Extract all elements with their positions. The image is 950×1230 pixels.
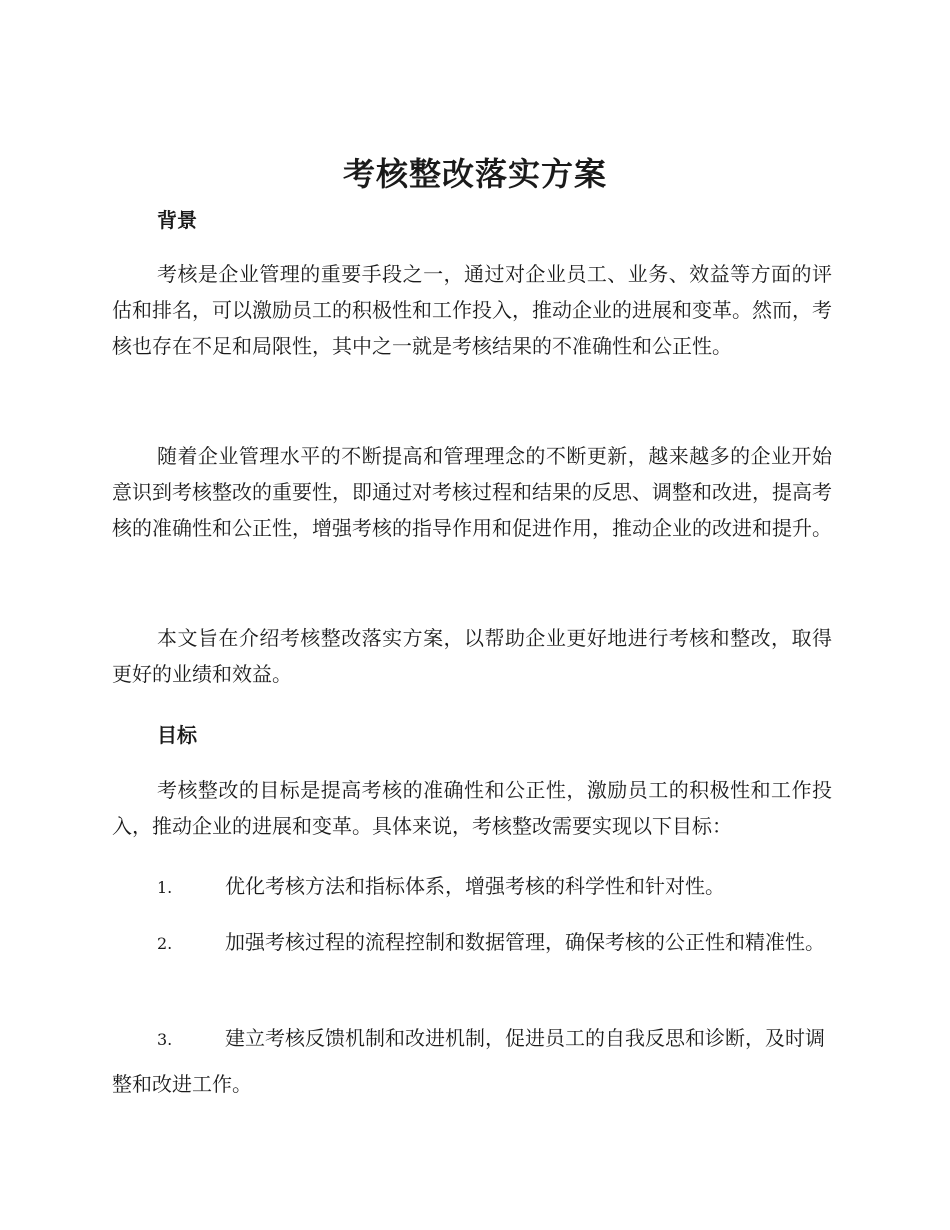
background-paragraph-1: 考核是企业管理的重要手段之一，通过对企业员工、业务、效益等方面的评估和排名，可以激励员工的积极性和工作投入，推动企业的进展和变革。然而，考核也存在不足和局限性，其中之一就是考核结果的不准确性和公正性。 xyxy=(112,262,832,358)
document-title: 考核整改落实方案 xyxy=(342,155,607,193)
list-number: 3. xyxy=(157,1030,173,1049)
goal-list-item-3 xyxy=(112,1016,832,1106)
list-item-text: 加强考核过程的流程控制和数据管理，确保考核的公正性和精准性。 xyxy=(225,930,825,954)
list-item-text: 优化考核方法和指标体系，增强考核的科学性和针对性。 xyxy=(225,874,725,898)
section-heading-background: 背景 xyxy=(157,208,197,232)
list-number: 2. xyxy=(157,934,173,953)
goal-list-item-1 xyxy=(112,864,832,910)
goals-intro-paragraph: 考核整改的目标是提高考核的准确性和公正性，激励员工的积极性和工作投入，推动企业的进展和变革。具体来说，考核整改需要实现以下目标： xyxy=(112,778,832,838)
goal-list-item-2 xyxy=(112,920,832,966)
section-heading-goals: 目标 xyxy=(157,723,197,747)
list-number: 1. xyxy=(157,878,173,897)
background-paragraph-3: 本文旨在介绍考核整改落实方案，以帮助企业更好地进行考核和整改，取得更好的业绩和效益。 xyxy=(112,626,832,686)
list-item-text: 建立考核反馈机制和改进机制，促进员工的自我反思和诊断，及时调整和改进工作。 xyxy=(112,1026,825,1096)
background-paragraph-2: 随着企业管理水平的不断提高和管理理念的不断更新，越来越多的企业开始意识到考核整改的重要性，即通过对考核过程和结果的反思、调整和改进，提高考核的准确性和公正性，增强考核的指导作用和促进作用，推动企业的改进和提升。 xyxy=(112,444,832,540)
